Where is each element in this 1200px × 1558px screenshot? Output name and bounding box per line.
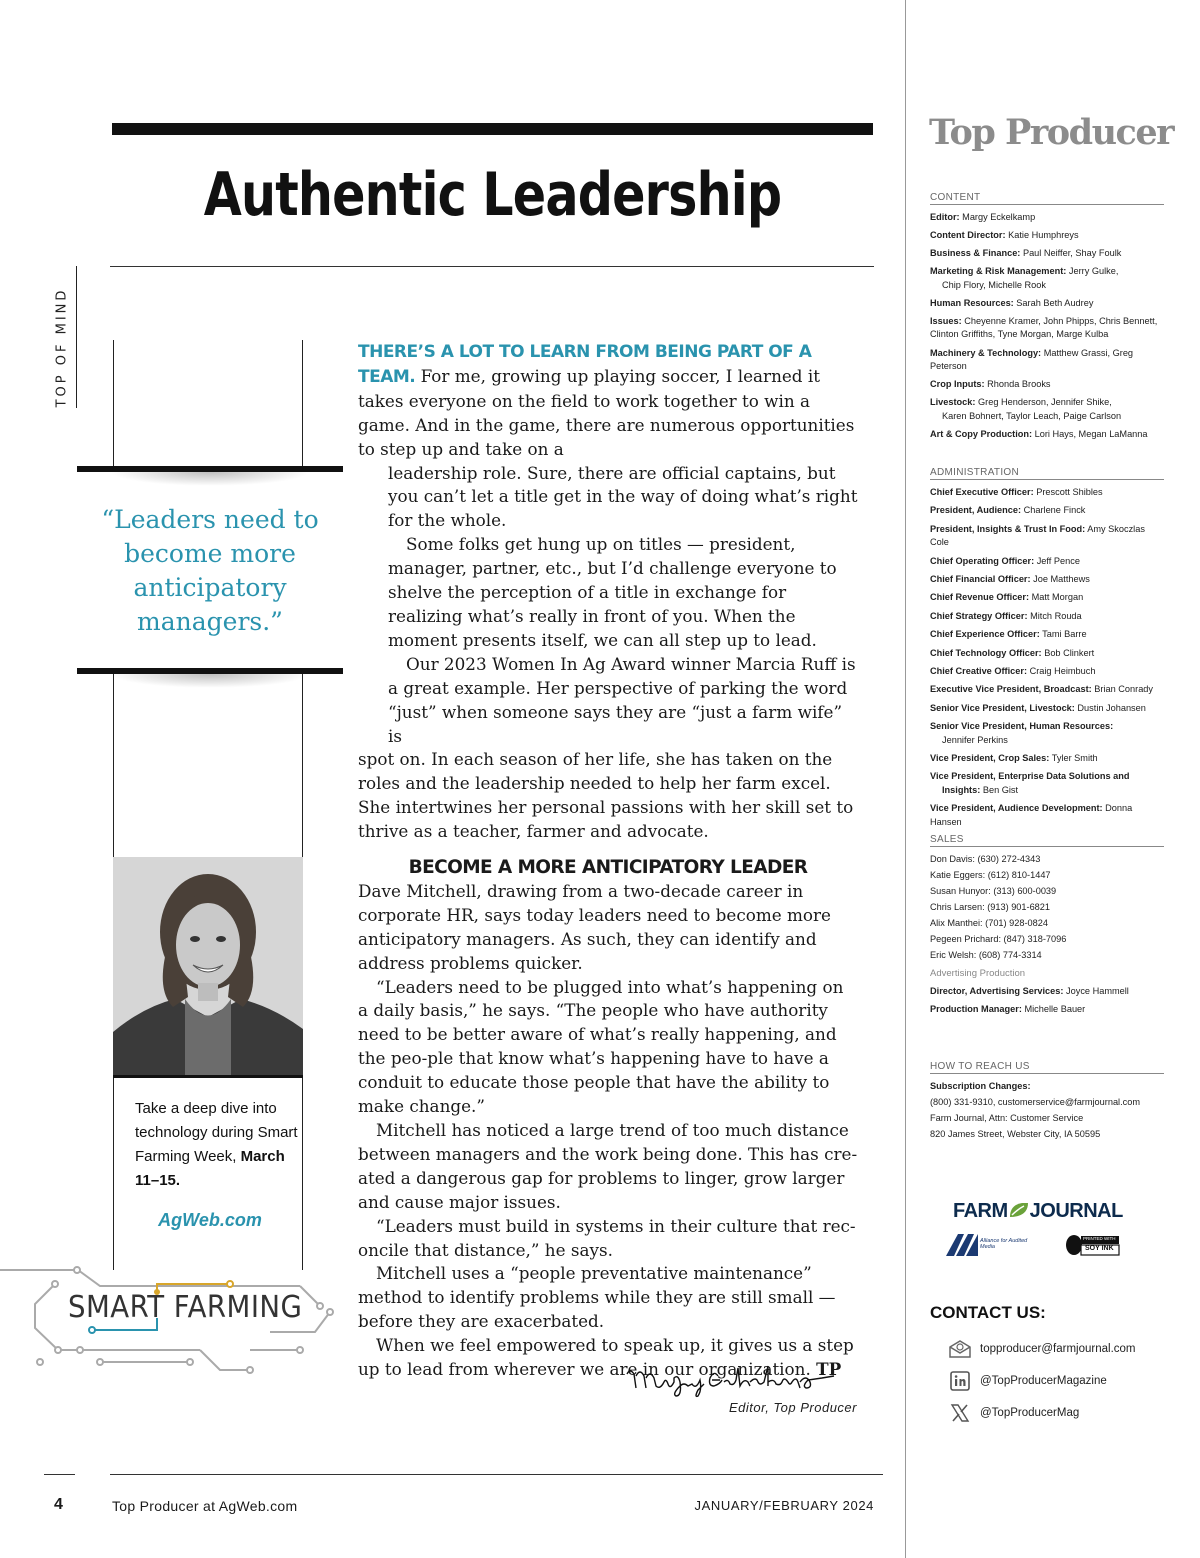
- contact-header: CONTACT US:: [930, 1303, 1046, 1322]
- masthead-admin: [930, 467, 1164, 834]
- masthead-names: Sarah Beth Audrey: [1016, 297, 1094, 308]
- masthead-row: [930, 802, 1164, 829]
- masthead-row: [930, 297, 1164, 311]
- masthead-row: [930, 683, 1164, 697]
- farm-journal-logo: [953, 1200, 1128, 1230]
- paragraph-1: [358, 340, 858, 462]
- promo-body: Take a deep dive into technology during Smart Farming Week,: [135, 1100, 298, 1165]
- masthead-names: Cheyenne Kramer, John Phipps, Chris Bennett,: [964, 315, 1158, 326]
- masthead-names: Tami Barre: [1042, 629, 1087, 640]
- masthead-role: Marketing & Risk Management:: [930, 266, 1067, 277]
- masthead-names: Lori Hays, Megan LaManna: [1034, 428, 1148, 439]
- ad-production-list: [930, 985, 1164, 1017]
- masthead-names: Michelle Bauer: [1024, 1004, 1086, 1015]
- masthead-row: [930, 702, 1164, 716]
- subscription-role: Subscription Changes:: [930, 1081, 1031, 1091]
- masthead-reach: [930, 1061, 1164, 1144]
- masthead-row: [930, 229, 1164, 243]
- masthead-role: Vice President, Crop Sales:: [930, 753, 1050, 764]
- masthead-names-cont: Clinton Griffiths, Tyne Morgan, Marge Kulba: [930, 329, 1109, 340]
- reach-line: 820 James Street, Webster City, IA 50595: [930, 1129, 1101, 1139]
- masthead-role: Chief Creative Officer:: [930, 666, 1028, 677]
- sidebar-border-right-top: [302, 340, 303, 468]
- masthead-role: Director, Advertising Services:: [930, 986, 1064, 996]
- soy-ink-small-text: PRINTED WITH: [1083, 1236, 1116, 1241]
- paragraph-2: Some folks get hung up on titles — president, manager, partner, etc., but I’d challenge everyone to shelve the perception of a title in exchange for realizing what’s really in front of you. When the moment presents itself, we can all step up to lead.: [388, 534, 837, 650]
- top-rule: [112, 123, 873, 135]
- masthead-row: [930, 647, 1164, 661]
- masthead-names: Mitch Rouda: [1030, 610, 1082, 621]
- page-number: 4: [54, 1496, 63, 1513]
- masthead-names: Amy Skoczlas Cole: [930, 523, 1145, 548]
- paragraph-4: Dave Mitchell, drawing from a two-decade career in corporate HR, says today leaders need to become more anticipatory managers. As such, they can identify and address problems quicker.: [358, 880, 831, 973]
- masthead-names: Katie Humphreys: [1008, 230, 1079, 241]
- masthead-row: [930, 1003, 1164, 1017]
- masthead-role-cont: Insights:: [942, 784, 981, 795]
- masthead-role: Chief Financial Officer:: [930, 574, 1031, 585]
- ad-production-header: Advertising Production: [930, 968, 1026, 979]
- paragraph-3-hang: Our 2023 Women In Ag Award winner Marcia Ruff is a great example. Her perspective of parking the word “just” when someone says they are “just a farm wife” is: [388, 653, 856, 746]
- promo-text: [135, 1097, 303, 1193]
- editor-signature: [622, 1360, 842, 1400]
- reach-line: (800) 331-9310, customerservice@farmjournal.com: [930, 1097, 1141, 1107]
- content-header: CONTENT: [930, 192, 1164, 205]
- masthead-names: Margy Eckelkamp: [962, 212, 1036, 222]
- sales-contact: Susan Hunyor: (313) 600-0039: [930, 886, 1057, 896]
- masthead-content: [930, 192, 1164, 446]
- masthead-role: Executive Vice President, Broadcast:: [930, 684, 1092, 695]
- signature-role: Editor, Top Producer: [728, 1400, 857, 1415]
- masthead-row: [930, 347, 1164, 374]
- aam-logo-text: Alliance for Audited Media: [980, 1238, 1028, 1250]
- masthead-divider: [905, 0, 906, 1558]
- masthead-row: [930, 504, 1164, 518]
- masthead-role: Human Resources:: [930, 297, 1014, 308]
- paragraph-3: spot on. In each season of her life, she has taken on the roles and the leadership needed to help her farm excel. She intertwines her personal passions with her skill set to thrive as a teacher, farmer and advocate.: [358, 749, 854, 842]
- masthead-row: [930, 628, 1164, 642]
- footer-publication: Top Producer at AgWeb.com: [112, 1498, 298, 1514]
- paragraph-7: “Leaders must build in systems in their culture that rec-oncile that distance,” he says.: [358, 1215, 856, 1260]
- masthead-role: President, Audience:: [930, 505, 1022, 516]
- farm-journal-logo-word-b: JOURNAL: [1029, 1200, 1123, 1222]
- masthead-row: [930, 523, 1164, 550]
- title-rule: [110, 266, 874, 267]
- masthead-names: Paul Neiffer, Shay Foulk: [1022, 248, 1122, 259]
- x-logo-icon: [948, 1403, 972, 1423]
- masthead-role: Chief Strategy Officer:: [930, 610, 1028, 621]
- reach-list: [930, 1096, 1164, 1141]
- sales-header: SALES: [930, 834, 1164, 847]
- sales-contact: Chris Larsen: (913) 901-6821: [930, 902, 1051, 912]
- masthead-names-cont: Jennifer Perkins: [942, 734, 1008, 745]
- masthead-role: Crop Inputs:: [930, 379, 985, 390]
- smart-farming-logo: [0, 1262, 345, 1377]
- section-tag-label: TOP OF MIND: [54, 287, 70, 408]
- masthead-role: President, Insights & Trust In Food:: [930, 523, 1086, 534]
- masthead-title: Top Producer: [929, 112, 1174, 153]
- pull-quote-shadow-bottom: [110, 674, 310, 688]
- subhead: BECOME A MORE ANTICIPATORY LEADER: [408, 857, 808, 879]
- masthead-role: Editor:: [930, 212, 960, 222]
- reach-header: HOW TO REACH US: [930, 1061, 1164, 1074]
- contact-linkedin[interactable]: [948, 1370, 1107, 1392]
- masthead-names: Joyce Hammell: [1066, 986, 1129, 996]
- lede: THERE’S A LOT TO LEARN FROM BEING PART OF A TEAM.: [358, 342, 812, 387]
- signature-graphic: [622, 1360, 842, 1400]
- masthead-role: Production Manager:: [930, 1004, 1022, 1015]
- subscription-label: [930, 1080, 1164, 1093]
- masthead-row: [930, 770, 1164, 797]
- soy-ink-text: SOY INK: [1085, 1245, 1114, 1252]
- masthead-role: Content Director:: [930, 230, 1006, 241]
- content-list: [930, 211, 1164, 441]
- masthead-names: Greg Henderson, Jennifer Shike,: [978, 397, 1112, 408]
- masthead-row: [930, 610, 1164, 624]
- masthead-names: Dustin Johansen: [1077, 702, 1146, 713]
- masthead-names: Joe Matthews: [1033, 574, 1090, 585]
- sales-contact: Alix Manthei: (701) 928-0824: [930, 918, 1048, 928]
- masthead-row: [930, 665, 1164, 679]
- masthead-row: [930, 720, 1164, 747]
- masthead-role: Art & Copy Production:: [930, 428, 1033, 439]
- masthead-row: [930, 211, 1164, 225]
- paragraph-1-hang: leadership role. Sure, there are official captains, but you can’t let a title get in the way of doing what’s right for the whole.: [388, 462, 858, 531]
- masthead-row: [930, 591, 1164, 605]
- masthead-row: [930, 428, 1164, 442]
- masthead-role: Issues:: [930, 315, 962, 326]
- masthead-names: Rhonda Brooks: [987, 379, 1051, 390]
- masthead-row: [930, 985, 1164, 999]
- photo-divider: [113, 1075, 303, 1078]
- masthead-row: [930, 396, 1164, 423]
- masthead-names: Tyler Smith: [1051, 753, 1098, 764]
- masthead-role: Chief Technology Officer:: [930, 647, 1042, 658]
- masthead-role: Vice President, Audience Development:: [930, 803, 1103, 814]
- masthead-names: Jerry Gulke,: [1068, 266, 1119, 277]
- masthead-names: Ben Gist: [982, 784, 1019, 795]
- masthead-role: Chief Revenue Officer:: [930, 592, 1030, 603]
- admin-header: ADMINISTRATION: [930, 467, 1164, 480]
- masthead-names-cont: Chip Flory, Michelle Rook: [942, 279, 1046, 290]
- masthead-names: Charlene Finck: [1023, 505, 1086, 516]
- masthead-row: [930, 315, 1164, 342]
- masthead-row: [930, 573, 1164, 587]
- masthead-role: Livestock:: [930, 397, 976, 408]
- masthead-role: Chief Executive Officer:: [930, 487, 1034, 497]
- masthead-row: [930, 247, 1164, 261]
- farm-journal-leaf-icon: [1008, 1201, 1030, 1219]
- sales-contact: Don Davis: (630) 272-4343: [930, 854, 1041, 864]
- footer-issue-date: JANUARY/FEBRUARY 2024: [694, 1498, 874, 1513]
- masthead-names-cont: Karen Bohnert, Taylor Leach, Paige Carlson: [942, 410, 1122, 421]
- editor-photo: [113, 857, 303, 1076]
- masthead-names: Matthew Grassi, Greg Peterson: [930, 347, 1134, 372]
- pull-quote-shadow-top: [110, 472, 310, 486]
- sales-contact: Katie Eggers: (612) 810-1447: [930, 870, 1051, 880]
- end-mark: TP: [816, 1359, 842, 1380]
- masthead-role: Machinery & Technology:: [930, 347, 1042, 358]
- masthead-role: Chief Experience Officer:: [930, 629, 1040, 640]
- contact-email-text[interactable]: topproducer@farmjournal.com: [980, 1343, 1136, 1355]
- section-tag-rule: [76, 266, 77, 408]
- contact-x[interactable]: [948, 1402, 1079, 1424]
- masthead-row: [930, 555, 1164, 569]
- sales-contact: Pegeen Prichard: (847) 318-7096: [930, 934, 1067, 944]
- masthead-role: Chief Operating Officer:: [930, 555, 1035, 566]
- paragraph-5: “Leaders need to be plugged into what’s happening on a daily basis,” he says. “The people who have authority need to be better aware of what’s really happening, and the peo-ple that know what’s happening have to have a conduit to educate those people that have the ability to make change.”: [358, 976, 844, 1117]
- contact-linkedin-text[interactable]: @TopProducerMagazine: [980, 1375, 1107, 1387]
- masthead-names: Jeff Pence: [1036, 555, 1080, 566]
- paragraph-8: Mitchell uses a “people preventative maintenance” method to identify problems while they are still small — before they are exacerbated.: [358, 1263, 836, 1332]
- paragraph-6: Mitchell has noticed a large trend of too much distance between managers and the work being done. This has cre-ated a dangerous gap for problems to linger, grow larger and cause major issues.: [358, 1120, 858, 1212]
- soy-ink-logo: [1065, 1234, 1120, 1256]
- masthead-row: [930, 265, 1164, 292]
- admin-list: [930, 486, 1164, 829]
- masthead-role: Senior Vice President, Human Resources:: [930, 721, 1114, 732]
- masthead-row: [930, 752, 1164, 766]
- promo-date: March 11–15.: [135, 1148, 285, 1189]
- article-title: Authentic Leadership: [203, 160, 782, 230]
- masthead-names: Craig Heimbuch: [1029, 666, 1096, 677]
- masthead-role: Senior Vice President, Livestock:: [930, 702, 1075, 713]
- masthead-names: Donna Hansen: [930, 803, 1133, 827]
- contact-email[interactable]: [948, 1338, 1136, 1360]
- masthead-names: Matt Morgan: [1031, 592, 1084, 603]
- sales-contact: Eric Welsh: (608) 774-3314: [930, 950, 1042, 960]
- masthead-names: Bob Clinkert: [1044, 647, 1095, 658]
- envelope-icon: [948, 1339, 972, 1359]
- masthead-names: Prescott Shibles: [1036, 487, 1103, 497]
- masthead-row: [930, 486, 1164, 500]
- agweb-link[interactable]: AgWeb.com: [158, 1210, 262, 1230]
- footer-tick: [44, 1474, 75, 1475]
- pull-quote: “Leaders need to become more anticipatory managers.”: [101, 505, 319, 636]
- contact-x-text[interactable]: @TopProducerMag: [980, 1407, 1080, 1419]
- masthead-role: Vice President, Enterprise Data Solutions and: [930, 771, 1130, 782]
- reach-line: Farm Journal, Attn: Customer Service: [930, 1113, 1084, 1123]
- linkedin-icon: [948, 1371, 972, 1391]
- footer-rule: [110, 1474, 883, 1475]
- masthead-names: Brian Conrady: [1094, 684, 1154, 695]
- masthead-row: [930, 378, 1164, 392]
- paragraph-1-text: For me, growing up playing soccer, I learned it takes everyone on the field to work together to win a game. And in the game, there are numerous opportunities to step up and take on a: [358, 365, 855, 459]
- sidebar-border-left-top: [113, 340, 114, 468]
- sales-list: [930, 853, 1164, 962]
- editor-portrait-image: [113, 857, 303, 1076]
- smart-farming-wordmark: SMART FARMING: [68, 1290, 303, 1325]
- article-body: [358, 340, 858, 1382]
- masthead-role: Business & Finance:: [930, 248, 1021, 259]
- paragraph-9-text: When we feel empowered to speak up, it gives us a step up to lead from wherever we are in our organization.: [358, 1335, 854, 1380]
- masthead-sales: [930, 834, 1164, 1021]
- farm-journal-logo-word-a: FARM: [953, 1200, 1008, 1222]
- section-tag: [32, 287, 92, 410]
